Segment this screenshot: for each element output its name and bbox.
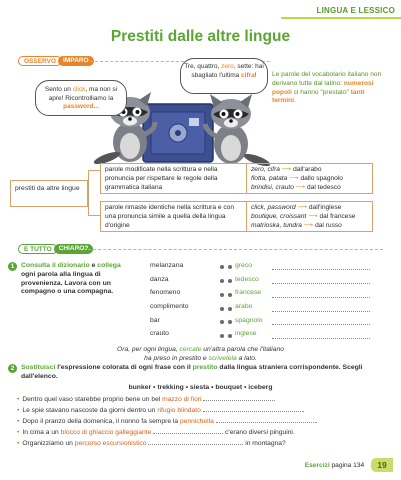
bubble-left-text-3: ... bbox=[93, 103, 99, 110]
page-title: Prestiti dalle altre lingue bbox=[110, 28, 291, 45]
raccoon-right bbox=[205, 94, 272, 168]
answer-line[interactable] bbox=[272, 338, 370, 339]
check-rule bbox=[78, 249, 383, 250]
arrow-icon: ⟶ bbox=[289, 174, 299, 182]
pnote-text: ha preso in prestito e bbox=[144, 355, 209, 362]
example-words: boutique, croissant bbox=[251, 212, 307, 220]
word-item: crauto bbox=[150, 330, 169, 338]
language-item: greco bbox=[235, 262, 253, 269]
connector-dot[interactable] bbox=[228, 320, 232, 324]
bubble-left-keyword-click: click bbox=[72, 86, 86, 93]
answer-line[interactable] bbox=[272, 269, 370, 270]
language-item: francese bbox=[235, 289, 262, 297]
colored-expression: mazzo di fiori bbox=[162, 396, 202, 403]
observe-tag bbox=[18, 56, 94, 74]
example-source: dall'inglese bbox=[308, 204, 342, 211]
language-item: tedesco bbox=[235, 275, 259, 283]
sentence-text: Dopo il pranzo della domenica, il nonno fa sempre la bbox=[22, 418, 180, 425]
exercises-page-ref: pagina 134 bbox=[331, 461, 365, 469]
connector-dot[interactable] bbox=[228, 334, 232, 338]
example-line bbox=[251, 213, 368, 222]
sentence-text: Dentro quel vaso starebbe proprio bene un bel bbox=[22, 396, 163, 403]
example-words: flotta, patata bbox=[251, 174, 288, 182]
language-column bbox=[235, 262, 263, 344]
sentence-item bbox=[17, 428, 387, 436]
sentence-item bbox=[17, 395, 387, 403]
header-rule bbox=[281, 17, 401, 19]
speech-bubble-left bbox=[35, 80, 127, 116]
page-number: 19 bbox=[371, 458, 393, 472]
sentence-end: . bbox=[273, 396, 276, 403]
word-item: fenomeno bbox=[150, 289, 181, 297]
exercises-link[interactable]: Esercizi bbox=[304, 461, 330, 469]
bullet-icon: • bbox=[17, 396, 20, 403]
connector-dot[interactable] bbox=[228, 293, 232, 297]
arrow-icon: ⟶ bbox=[308, 212, 318, 220]
sentence-text: Organizziamo un bbox=[22, 440, 75, 447]
connector-dot[interactable] bbox=[228, 265, 232, 269]
ex2-text-2: l'espressione colorata di ogni frase con il bbox=[55, 364, 193, 371]
row2-examples bbox=[247, 202, 372, 231]
example-source: dall'arabo bbox=[293, 166, 322, 173]
check-pill-b: CHIARO? bbox=[54, 244, 94, 254]
bullet-icon: • bbox=[17, 440, 20, 447]
section-header bbox=[281, 0, 401, 28]
arrow-icon: ⟶ bbox=[295, 183, 306, 191]
example-source: dal russo bbox=[315, 221, 342, 229]
bubble-left-text-2: , ma non si apre! Ricontrolliamo la bbox=[48, 86, 118, 102]
exercise-2-text bbox=[21, 364, 386, 382]
ex2-text-1: Sostituisci bbox=[21, 364, 56, 371]
bullet-icon: • bbox=[17, 407, 20, 414]
arrow-icon: ⟶ bbox=[303, 221, 314, 229]
word-item: bar bbox=[150, 316, 160, 324]
sentence-text: Le spie stavano nascoste da giorni dentro un bbox=[22, 407, 158, 414]
bubble-left-keyword-password: password bbox=[63, 103, 94, 110]
answer-line[interactable] bbox=[203, 406, 303, 412]
sentence-text: In cima a un bbox=[22, 429, 61, 436]
connector-dot[interactable] bbox=[220, 279, 224, 283]
example-line bbox=[251, 222, 368, 231]
ex1-text-4: ogni parola alla lingua di provenienza. Lavora con un compagno o una compagna. bbox=[21, 270, 114, 296]
word-choice-list: bunker • trekking • siesta • bouquet • iceberg bbox=[128, 384, 273, 391]
bubble-right-text-3: ! bbox=[254, 71, 257, 79]
note-text-3: . bbox=[293, 97, 296, 105]
ex1-text-3: collega bbox=[97, 262, 121, 269]
exercise-number: 2 bbox=[8, 364, 17, 373]
exercise-2-instructions bbox=[8, 364, 388, 380]
bubble-right-text-1: Tre, quattro, bbox=[184, 63, 222, 70]
answer-line[interactable] bbox=[272, 283, 370, 284]
ex2-text-3: prestito bbox=[192, 364, 218, 371]
exercise-1-text bbox=[21, 262, 136, 297]
pair-instruction-line-1 bbox=[0, 345, 401, 354]
answer-line[interactable] bbox=[216, 417, 316, 423]
table-row bbox=[100, 201, 373, 232]
note-text-1: Le parole del vocabolario italiano non derivano tutte dal latino: bbox=[272, 71, 382, 87]
colored-expression: percorso escursionistico bbox=[74, 440, 147, 447]
note-text-2: ci hanno "prestato" bbox=[291, 88, 351, 96]
speech-bubble-right bbox=[180, 58, 268, 94]
connector-dot[interactable] bbox=[220, 307, 224, 311]
pair-instruction bbox=[0, 345, 401, 363]
arrow-icon: ⟶ bbox=[281, 166, 292, 173]
sentence-item bbox=[17, 417, 387, 425]
answer-line[interactable] bbox=[148, 439, 243, 445]
row1-description: parole modificate nella scrittura e nella pronuncia per rispettare le regole della grammatica italiana bbox=[101, 164, 247, 193]
answer-line[interactable] bbox=[272, 311, 370, 312]
sentence-end: . bbox=[315, 418, 318, 425]
check-pill-a: E TUTTO bbox=[18, 244, 58, 254]
bubble-left-text-1: Sento un bbox=[44, 86, 73, 93]
table-root-label: prestiti da altre lingue bbox=[10, 180, 88, 207]
sentence-end: c'erano diversi pinguini. bbox=[225, 429, 295, 436]
example-words: click, password bbox=[251, 204, 296, 211]
example-source: dal francese bbox=[319, 212, 356, 220]
ex1-text-2: e bbox=[89, 262, 98, 269]
bullet-icon: • bbox=[17, 429, 20, 436]
exercise-1-instructions bbox=[8, 262, 138, 296]
language-item: spagnolo bbox=[235, 316, 263, 324]
section-label: LINGUA E LESSICO bbox=[316, 6, 395, 15]
connector-dot[interactable] bbox=[220, 320, 224, 324]
colored-expression: rifugio blindato bbox=[157, 407, 201, 414]
exercise-number: 1 bbox=[8, 262, 17, 271]
note-bold-1: numerosi popoli bbox=[272, 79, 374, 96]
arrow-icon: ⟶ bbox=[297, 204, 308, 211]
pnote-text: Ora, per ogni lingua, bbox=[117, 346, 180, 353]
bullet-icon: • bbox=[17, 418, 20, 425]
learn-pill: IMPARO bbox=[58, 56, 94, 66]
table-row bbox=[100, 163, 373, 194]
language-item: inglese bbox=[235, 330, 257, 338]
sentence-end: in montagna? bbox=[245, 440, 286, 447]
ex1-text-1: Consulta il dizionario bbox=[21, 262, 90, 269]
check-tag bbox=[18, 244, 93, 262]
example-words: matrioska, tundra bbox=[251, 221, 302, 229]
note-bold-2: tanti termini bbox=[272, 88, 365, 105]
language-item: arabo bbox=[235, 303, 253, 311]
word-item: danza bbox=[150, 275, 169, 283]
colored-expression: pennichella bbox=[179, 418, 214, 425]
pnote-text: a lato. bbox=[236, 355, 257, 362]
example-source: dallo spagnolo bbox=[300, 174, 343, 182]
example-line bbox=[251, 204, 368, 213]
pnote-keyword: scrivetela bbox=[208, 355, 237, 362]
example-line bbox=[251, 184, 368, 193]
answer-line[interactable] bbox=[153, 428, 223, 434]
pnote-keyword: cercate bbox=[179, 346, 202, 353]
table-bracket bbox=[88, 170, 100, 216]
bubble-right-text-2: , sette: hai sbagliato l'ultima bbox=[191, 63, 264, 79]
sentence-end: . bbox=[302, 407, 305, 414]
page-footer bbox=[305, 458, 393, 472]
connector-dot[interactable] bbox=[220, 293, 224, 297]
pnote-text: un'altra parola che l'italiano bbox=[201, 346, 284, 353]
observe-pill: OSSERVO bbox=[18, 56, 62, 66]
word-column bbox=[150, 262, 189, 344]
row2-description: parole rimaste identiche nella scrittura e con una pronuncia simile a quella della lingua d'origine bbox=[101, 202, 247, 231]
word-item: melanzana bbox=[150, 262, 184, 269]
connector-dot[interactable] bbox=[228, 307, 232, 311]
bubble-right-keyword-cifra: cifra bbox=[241, 71, 255, 79]
vocabulary-note bbox=[272, 71, 386, 106]
connector-dot[interactable] bbox=[228, 279, 232, 283]
example-words: brindisi, crauto bbox=[251, 183, 294, 191]
sentence-item bbox=[17, 406, 387, 414]
answer-line[interactable] bbox=[272, 324, 370, 325]
example-source: dal tedesco bbox=[307, 183, 341, 191]
answer-line[interactable] bbox=[272, 297, 370, 298]
answer-line[interactable] bbox=[203, 395, 276, 403]
colored-expression: blocco di ghiaccio galleggiante bbox=[60, 429, 152, 436]
bubble-right-keyword-zero: zero bbox=[221, 63, 234, 70]
sentence-item bbox=[17, 439, 387, 447]
example-words: zero, cifra bbox=[251, 166, 280, 173]
connector-dot[interactable] bbox=[220, 334, 224, 338]
word-item: complimento bbox=[150, 303, 189, 311]
row1-examples bbox=[247, 164, 372, 193]
example-line bbox=[251, 175, 368, 184]
connector-dot[interactable] bbox=[220, 265, 224, 269]
example-line bbox=[251, 166, 368, 175]
ex2-text-4: dalla lingua straniera corrispondente. Scegli dall'elenco. bbox=[21, 364, 363, 380]
pair-instruction-line-2 bbox=[0, 354, 401, 363]
